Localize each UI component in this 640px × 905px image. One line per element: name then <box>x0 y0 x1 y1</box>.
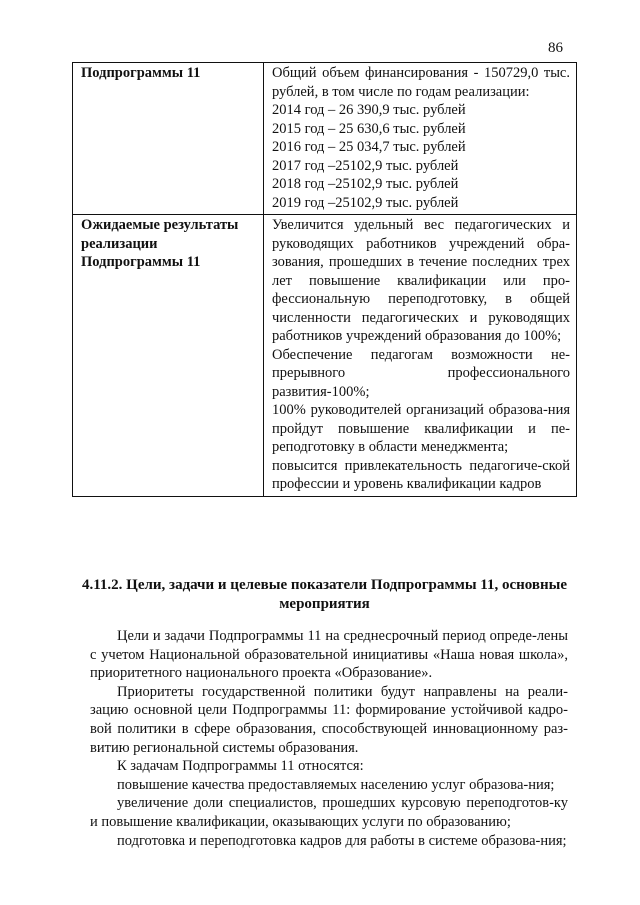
financing-year-2019: 2019 год –25102,9 тыс. рублей <box>272 194 459 211</box>
financing-year-2014: 2014 год – 26 390,9 тыс. рублей <box>272 102 466 118</box>
body-paragraph: Приоритеты государственной политики будут направлены на реали-зацию основной цели Подпрограммы 11: формирование устойчивой кадро-вой политики в сфере образования, способствующей инновационному раз-витию региональной системы образования. <box>90 683 568 756</box>
financing-year-2018: 2018 год –25102,9 тыс. рублей <box>272 176 459 192</box>
section-body <box>90 627 568 850</box>
financing-year-2016: 2016 год – 25 034,7 тыс. рублей <box>272 139 466 155</box>
table-label-cell: Ожидаемые результаты реализации Подпрограммы 11 <box>73 215 264 497</box>
expected-result-item: 100% руководителей организаций образова-ния пройдут повышение квалификации и пе-реподготовку в области менеджмента; <box>272 402 570 455</box>
section-heading: 4.11.2. Цели, задачи и целевые показатели Подпрограммы 11, основные мероприятия <box>81 577 567 612</box>
table-value-cell <box>264 63 577 215</box>
body-paragraph: подготовка и переподготовка кадров для работы в системе образова-ния; <box>117 832 567 849</box>
page-number: 86 <box>548 40 563 56</box>
financing-year-2015: 2015 год – 25 630,6 тыс. рублей <box>272 120 466 137</box>
subprogram-info-table <box>72 62 577 497</box>
expected-result-item: повысится привлекательность педагогиче-ской профессии и уровень квалификации кадров <box>272 457 570 492</box>
body-paragraph: повышение качества предоставляемых населению услуг образова-ния; <box>117 776 555 793</box>
table-row-financing <box>73 63 577 215</box>
table-value-cell <box>264 215 577 497</box>
financing-year-2017: 2017 год –25102,9 тыс. рублей <box>272 157 459 174</box>
body-paragraph: К задачам Подпрограммы 11 относятся: <box>117 758 364 775</box>
body-paragraph: Цели и задачи Подпрограммы 11 на среднесрочный период опреде-лены с учетом Национальной образовательной инициативы «Наша новая школа», приоритетного национального проекта «Образование». <box>90 628 568 682</box>
table-label-cell: Подпрограммы 11 <box>73 63 264 215</box>
expected-result-item: Обеспечение педагогам возможности не-прерывного профессионального развития-100%; <box>272 346 570 400</box>
expected-result-item: Увеличится удельный вес педагогических и руководящих работников учреждений обра-зования, прошедших в течение последних трех лет повышение квалификации или про-фессиональную переподготовку, в общей численности педагогических и руководящих работников учреждений образования до 100%; <box>272 217 570 344</box>
table-row-expected-results <box>73 215 577 497</box>
financing-total: Общий объем финансирования - 150729,0 тыс. рублей, в том числе по годам реализации: <box>272 65 570 100</box>
body-paragraph: увеличение доли специалистов, прошедших курсовую переподготов-ку и повышение квалификации, оказывающих услуги по образованию; <box>90 795 568 830</box>
